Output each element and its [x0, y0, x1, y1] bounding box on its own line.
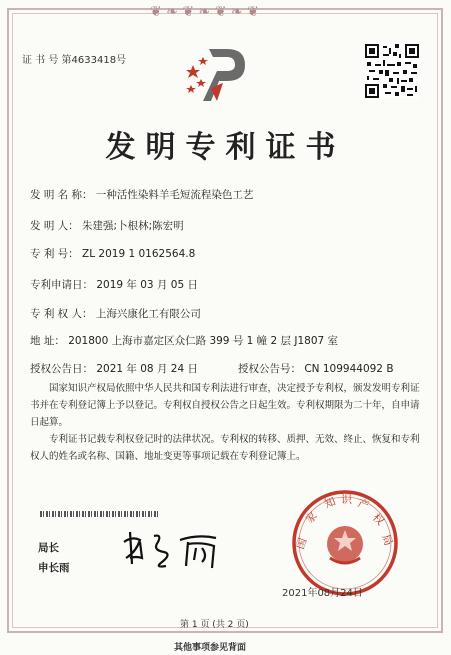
cnipa-logo-icon — [183, 45, 251, 103]
inventor-value: 朱建强;卜根林;陈宏明 — [82, 220, 184, 232]
svg-text:产: 产 — [355, 496, 371, 513]
certificate-number — [22, 51, 126, 66]
grant-statement-paragraph: 国家知识产权局依照中华人民共和国专利法进行审查，决定授予专利权，颁发发明专利证书并在专利登记簿上予以登记。专利权自授权公告之日起生效。专利权期限为二十年，自申请日起算。 — [30, 383, 420, 428]
legal-status-paragraph: 专利证书记载专利权登记时的法律状况。专利权的转移、质押、无效、终止、恢复和专利权人的姓名或名称、国籍、地址变更等事项记载在专利登记簿上。 — [30, 434, 420, 462]
page-indicator: 第 1 页 (共 2 页) — [180, 620, 249, 630]
director-title: 局长 — [38, 542, 59, 554]
cert-no-value: 第4633418号 — [61, 55, 127, 66]
svg-text:知: 知 — [322, 494, 338, 511]
cert-no-label: 证 书 号 — [22, 55, 59, 66]
grant-date-label: 授权公告日： — [30, 363, 93, 375]
patent-number-value: ZL 2019 1 0162564.8 — [82, 248, 196, 260]
director-signature-icon — [118, 528, 228, 570]
grant-number-value: CN 109944092 B — [304, 363, 394, 375]
qr-code-icon — [365, 44, 419, 98]
invention-name-row — [30, 187, 253, 202]
inventor-row — [30, 218, 184, 233]
official-seal-icon — [290, 488, 400, 598]
patentee-row — [30, 306, 201, 321]
filing-date-value: 2019 年 03 月 05 日 — [96, 279, 198, 291]
filing-date-row — [30, 277, 198, 292]
svg-text:国: 国 — [293, 536, 310, 552]
svg-text:权: 权 — [369, 510, 387, 528]
invention-name-value: 一种活性染料羊毛短流程染色工艺 — [95, 189, 254, 201]
grant-date-row — [30, 361, 198, 376]
svg-text:识: 识 — [341, 493, 352, 506]
grant-date-value: 2021 年 08 月 24 日 — [96, 363, 198, 375]
svg-text:局: 局 — [379, 532, 396, 548]
director-name: 申长雨 — [38, 562, 70, 574]
certificate-title: 发明专利证书 — [105, 130, 346, 165]
back-note: 其他事项参见背面 — [174, 643, 247, 653]
patentee-value: 上海兴康化工有限公司 — [95, 308, 201, 320]
seal-date: 2021年08月24日 — [282, 588, 363, 599]
invention-name-label: 发 明 名 称： — [30, 189, 93, 201]
grant-number-row — [238, 361, 394, 376]
patent-number-label: 专 利 号： — [30, 248, 79, 260]
patent-number-row — [30, 246, 195, 261]
inventor-label: 发 明 人： — [30, 220, 79, 232]
document-barcode — [40, 511, 160, 517]
address-value: 201800 上海市嘉定区众仁路 399 号 1 幢 2 层 J1807 室 — [68, 335, 339, 347]
top-ornament: ❦ ❧ ❦ ❧ ❦ ❧ ❦ — [150, 4, 259, 20]
address-row — [30, 333, 338, 348]
grant-number-label: 授权公告号： — [238, 363, 301, 375]
patentee-label: 专 利 权 人： — [30, 308, 93, 320]
address-label: 地 址： — [30, 335, 65, 347]
svg-text:家: 家 — [302, 509, 320, 527]
filing-date-label: 专利申请日： — [30, 279, 93, 291]
